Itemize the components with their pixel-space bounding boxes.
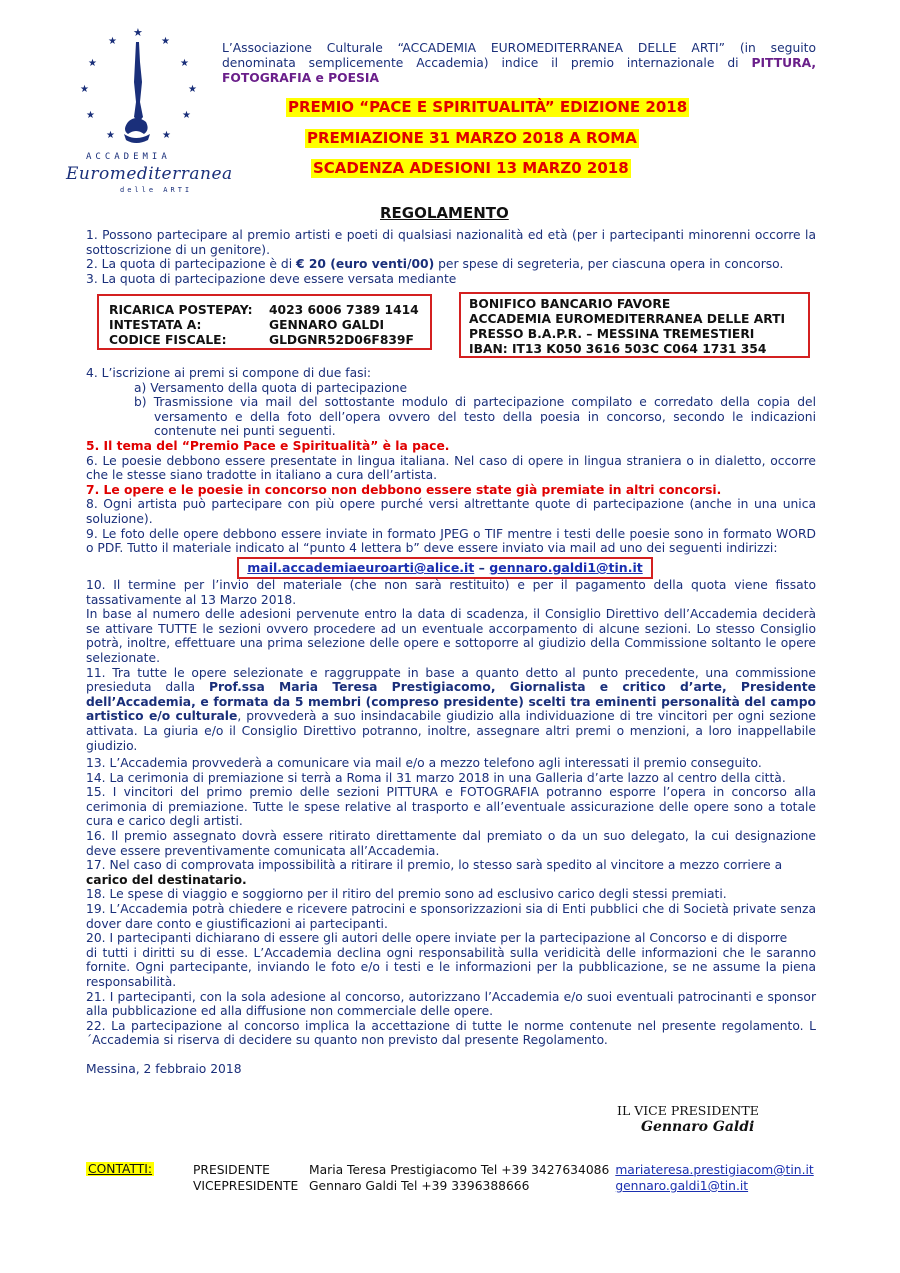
email-separator: – — [474, 560, 490, 575]
rule-9: 9. Le foto delle opere debbono essere inviate in formato JPEG o TIF mentre i testi delle poesie sono in formato WORD o PDF. Tutto il materiale indicato al “punto 4 lettera b” deve essere inviato via mail ad uno dei seguenti indirizzi: — [86, 526, 816, 556]
svg-text:★: ★ — [80, 84, 89, 95]
svg-text:★: ★ — [180, 58, 189, 69]
rule-14: 14. La cerimonia di premiazione si terrà a Roma il 31 marzo 2018 in una Galleria d’arte lazzo al centro della città. — [86, 770, 786, 785]
rule-19: 19. L’Accademia potrà chiedere e ricevere patrocini e sponsorizzazioni sia di Enti pubblici che di Società private senza dover dare conto e giustificazioni ai partecipanti. — [86, 901, 816, 931]
rule-17: 17. Nel caso di comprovata impossibilità a ritirare il premio, lo stesso sarà spedito al vincitore a mezzo corriere a — [86, 858, 783, 873]
contact-role: PRESIDENTE — [193, 1163, 270, 1177]
email-box — [237, 557, 653, 579]
svg-text:★: ★ — [161, 36, 170, 47]
svg-text:★: ★ — [133, 26, 143, 39]
contact-email[interactable]: gennaro.galdi1@tin.it — [615, 1179, 749, 1193]
logo-text-mid: Euromediterranea — [66, 164, 233, 184]
rule-22: 22. La partecipazione al concorso implica la accettazione di tutte le norme contenute nel presente regolamento. L´Accademia si riserva di decidere su quanto non previsto dal presente Regolamento. — [86, 1018, 816, 1048]
email-link-galdi[interactable]: gennaro.galdi1@tin.it — [489, 560, 643, 575]
bonifico-line: ACCADEMIA EUROMEDITERRANEA DELLE ARTI — [469, 312, 786, 326]
email-link-accademia[interactable]: mail.accademiaeuroarti@alice.it — [247, 560, 475, 575]
contact-row — [193, 1178, 820, 1194]
headline-premiazione: PREMIAZIONE 31 MARZO 2018 A ROMA — [307, 129, 637, 147]
bonifico-line: BONIFICO BANCARIO FAVORE — [469, 297, 671, 311]
rules-10-11 — [86, 578, 816, 753]
rule-20: 20. I partecipanti dichiarano di essere gli autori delle opere inviate per la partecipazione al Concorso e di disporre — [86, 931, 788, 946]
rule-18: 18. Le spese di viaggio e soggiorno per il ritiro del premio sono ad esclusivo carico degli stessi premiati. — [86, 887, 727, 902]
rule-5: 5. Il tema del “Premio Pace e Spiritualità” è la pace. — [86, 438, 450, 453]
contact-role: VICEPRESIDENTE — [193, 1179, 299, 1193]
headline-premio: PREMIO “PACE E SPIRITUALITÀ” EDIZIONE 2018 — [288, 98, 688, 116]
rule-1: 1. Possono partecipare al premio artisti e poeti di qualsiasi nazionalità ed età (per i partecipanti minorenni occorre la sottoscrizione di un genitore). — [86, 228, 816, 257]
document-date: Messina, 2 febbraio 2018 — [86, 1061, 242, 1076]
bonifico-box — [459, 292, 810, 358]
rules-1-3 — [86, 228, 816, 286]
rules-4-9 — [86, 366, 816, 556]
svg-text:★: ★ — [162, 130, 171, 141]
intro-bold: PITTURA, FOTOGRAFIA e POESIA — [222, 56, 816, 85]
rule-4a: a) Versamento della quota di partecipazione — [134, 380, 408, 395]
svg-text:★: ★ — [88, 58, 97, 69]
bonifico-line: PRESSO B.A.P.R. – MESSINA TREMESTIERI — [469, 327, 755, 341]
rule-21: 21. I partecipanti, con la sola adesione al concorso, autorizzano l’Accademia e/o suoi eventuali patrocinanti e sponsor alla pubblicazione ed alla diffusione non commerciale delle opere. — [86, 989, 816, 1019]
rule-20b: di tutti i diritti su di esse. L’Accademia declina ogni responsabilità sulla veridicità delle informazioni che le saranno fornite. Ogni partecipante, inviando le foto e/o i testi e le informazioni per la pubblicazione, se ne assume la piena responsabilità. — [86, 945, 816, 989]
rule-2: 2. La quota di partecipazione è di € 20 (euro venti/00) per spese di segreteria, per ciascuna opera in concorso. — [86, 257, 784, 272]
signature-role: IL VICE PRESIDENTE — [617, 1103, 759, 1118]
svg-text:★: ★ — [106, 130, 115, 141]
intro-paragraph — [222, 41, 816, 86]
headline-scadenza: SCADENZA ADESIONI 13 MARZ0 2018 — [313, 159, 629, 177]
rule-15: 15. I vincitori del primo premio delle sezioni PITTURA e FOTOGRAFIA potranno esporre l’opera in concorso alla cerimonia di premiazione. Tutte le spese relative al trasporto e all’eventuale assicurazione delle opere sono a totale cura e carico degli artisti. — [86, 785, 816, 829]
contacts-block — [193, 1162, 820, 1194]
rule-4b: b) Trasmissione via mail del sottostante modulo di partecipazione compilato e corredato della copia del versamento e della foto dell’opera ovvero del testo della poesia in concorso, secondo le indicazioni contenute nei punti seguenti. — [134, 395, 816, 439]
contact-info: Maria Teresa Prestigiacomo Tel +39 3427634086 — [309, 1163, 610, 1177]
rule-13: 13. L’Accademia provvederà a comunicare via mail e/o a mezzo telefono agli interessati il premio conseguito. — [86, 756, 762, 770]
rule-10b: In base al numero delle adesioni pervenute entro la data di scadenza, il Consiglio Direttivo dell’Accademia deciderà se attivare TUTTE le sezioni ovvero procedere ad un eventuale accorpamento di alcune sezioni. Lo stesso Consiglio potrà, inoltre, effettuare una prima selezione delle opere e sottoporre al giudizio della Commissione soltanto le opere selezionate. — [86, 607, 816, 665]
rule-6: 6. Le poesie debbono essere presentate in lingua italiana. Nel caso di opere in lingua straniera o in dialetto, occorre che le stesse siano tradotte in italiano a cura dell’artista. — [86, 453, 816, 483]
contacts-label: CONTATTI: — [88, 1162, 153, 1176]
signature-name: Gennaro Galdi — [641, 1119, 755, 1135]
postepay-box — [97, 294, 432, 350]
svg-text:★: ★ — [188, 84, 197, 95]
regolamento-title: REGOLAMENTO — [380, 204, 509, 222]
postepay-row: RICARICA POSTEPAY: 4023 6006 7389 1414 — [109, 303, 419, 317]
svg-text:★: ★ — [108, 36, 117, 47]
postepay-row: INTESTATA A: GENNARO GALDI — [109, 318, 385, 332]
logo-text-top: ACCADEMIA — [86, 152, 171, 162]
rules-13-22 — [86, 756, 816, 1076]
contact-row — [193, 1162, 820, 1178]
contact-info: Gennaro Galdi Tel +39 3396388666 — [309, 1179, 530, 1193]
rule-10: 10. Il termine per l’invio del materiale (che non sarà restituito) e per il pagamento della quota viene fissato tassativamente al 13 Marzo 2018. — [86, 578, 816, 607]
svg-text:★: ★ — [182, 110, 191, 121]
svg-text:★: ★ — [86, 110, 95, 121]
contact-email[interactable]: mariateresa.prestigiacom@tin.it — [615, 1163, 814, 1177]
rule-17b: carico del destinatario. — [86, 872, 247, 887]
rule-4: 4. L’iscrizione ai premi si compone di due fasi: — [86, 366, 372, 380]
rule-8: 8. Ogni artista può partecipare con più opere purché versi altrettante quote di partecipazione (anche in una unica soluzione). — [86, 497, 816, 526]
bonifico-iban: IBAN: IT13 K050 3616 503C C064 1731 354 — [469, 342, 767, 356]
intro-text: L’Associazione Culturale “ACCADEMIA EUROMEDITERRANEA DELLE ARTI” (in seguito denominata semplicemente Accademia) indice il premio internazionale di — [222, 41, 816, 70]
rule-11: 11. Tra tutte le opere selezionate e raggruppate in base a quanto detto al punto precedente, una commissione presieduta dalla Prof.ssa Maria Teresa Prestigiacomo, Giornalista e critico d’arte, Presidente dell’Accademia, e formata da 5 membri (compreso presidente) scelti tra eminenti personalità del campo artistico e/o culturale, provvederà a suo insindacabile giudizio alla individuazione di tre vincitori per ogni sezione attivata. La giuria e/o il Consiglio Direttivo potranno, inoltre, assegnare altri premi o menzioni, a loro inappellabile giudizio. — [86, 665, 816, 753]
rule-7: 7. Le opere e le poesie in concorso non debbono essere state già premiate in altri concorsi. — [86, 482, 722, 497]
postepay-row: CODICE FISCALE: GLDGNR52D06F839F — [109, 333, 414, 347]
rule-16: 16. Il premio assegnato dovrà essere ritirato direttamente dal premiato o da un suo delegato, la cui designazione deve essere preventivamente comunicata all’Accademia. — [86, 828, 816, 858]
logo-text-bot: delle ARTI — [120, 186, 193, 194]
rule-3: 3. La quota di partecipazione deve essere versata mediante — [86, 271, 457, 286]
